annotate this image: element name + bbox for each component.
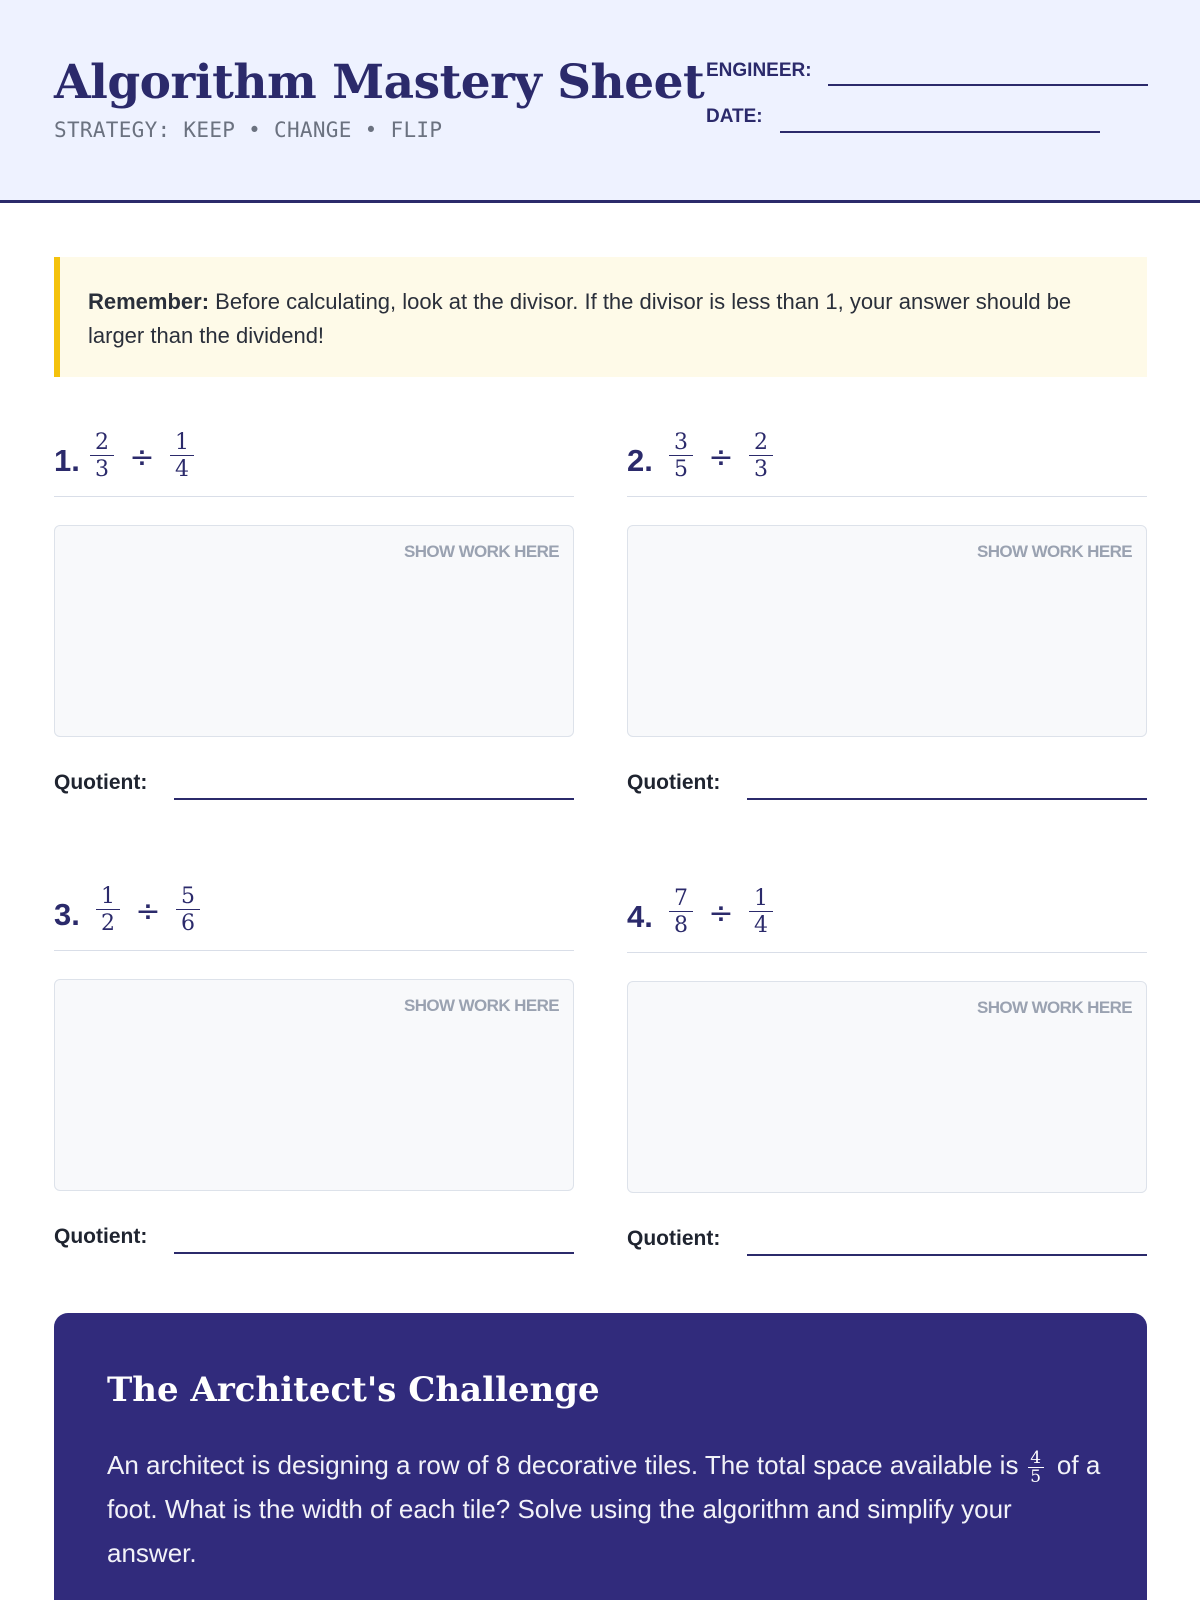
dividend-denominator: 5 (674, 457, 688, 482)
date-label: DATE: (706, 106, 763, 127)
remember-callout (54, 257, 1147, 377)
division-sign: ÷ (708, 440, 734, 475)
dividend-denominator: 8 (674, 913, 688, 938)
divisor-numerator: 2 (749, 429, 773, 456)
divisor-denominator: 3 (754, 457, 768, 482)
remember-text: Before calculating, look at the divisor. If the divisor is less than 1, your answer should be larger than the dividend! (88, 289, 1072, 348)
quotient-label: Quotient: (54, 1225, 148, 1248)
dividend-numerator: 7 (669, 885, 693, 912)
work-area[interactable] (627, 981, 1147, 1193)
work-area[interactable] (54, 525, 574, 737)
quotient-answer-field[interactable] (174, 1252, 574, 1254)
divisor-denominator: 6 (181, 911, 195, 936)
dividend-fraction (669, 429, 693, 483)
divisor-fraction (170, 429, 194, 483)
problem-header (54, 881, 574, 951)
divisor-numerator: 5 (176, 883, 200, 910)
dividend-numerator: 2 (90, 429, 114, 456)
dividend-fraction (669, 885, 693, 939)
quotient-answer-field[interactable] (747, 1254, 1147, 1256)
work-area[interactable] (627, 525, 1147, 737)
work-area-label: SHOW WORK HERE (404, 996, 559, 1015)
divisor-fraction (749, 429, 773, 483)
problem-header (627, 427, 1147, 497)
challenge-fraction (1028, 1449, 1044, 1486)
problem-number: 2. (627, 443, 653, 478)
date-field[interactable] (780, 131, 1100, 133)
division-sign: ÷ (135, 894, 161, 929)
problem-number: 1. (54, 443, 80, 478)
divisor-fraction (176, 883, 200, 937)
challenge-text (107, 1443, 1107, 1575)
quotient-answer-field[interactable] (174, 798, 574, 800)
engineer-field[interactable] (828, 84, 1148, 86)
problem-header (54, 427, 574, 497)
division-sign: ÷ (129, 440, 155, 475)
divisor-denominator: 4 (175, 457, 189, 482)
quotient-label: Quotient: (54, 771, 148, 794)
quotient-label: Quotient: (627, 771, 721, 794)
page-title: Algorithm Mastery Sheet (54, 55, 705, 110)
dividend-numerator: 3 (669, 429, 693, 456)
challenge-fraction-denominator: 5 (1030, 1466, 1042, 1487)
work-area-label: SHOW WORK HERE (977, 998, 1132, 1017)
divisor-denominator: 4 (754, 913, 768, 938)
challenge-text-start: An architect is designing a row of 8 decorative tiles. The total space available is (107, 1450, 1026, 1480)
dividend-numerator: 1 (96, 883, 120, 910)
quotient-answer-field[interactable] (747, 798, 1147, 800)
work-area-label: SHOW WORK HERE (404, 542, 559, 561)
division-sign: ÷ (708, 896, 734, 931)
remember-label: Remember: (88, 289, 210, 314)
divisor-numerator: 1 (170, 429, 194, 456)
engineer-label: ENGINEER: (706, 60, 812, 81)
page-subtitle: STRATEGY: KEEP • CHANGE • FLIP (54, 118, 443, 142)
challenge-text-end: of a foot. What is the width of each tile? Solve using the algorithm and simplify your answer. (107, 1450, 1101, 1568)
divisor-numerator: 1 (749, 885, 773, 912)
challenge-card (54, 1313, 1147, 1600)
divisor-fraction (749, 885, 773, 939)
worksheet-header (0, 0, 1200, 203)
dividend-fraction (96, 883, 120, 937)
dividend-denominator: 2 (101, 911, 115, 936)
challenge-title: The Architect's Challenge (107, 1370, 600, 1410)
problem-header (627, 883, 1147, 953)
problem-number: 3. (54, 897, 80, 932)
work-area[interactable] (54, 979, 574, 1191)
challenge-fraction-numerator: 4 (1028, 1449, 1044, 1468)
dividend-fraction (90, 429, 114, 483)
work-area-label: SHOW WORK HERE (977, 542, 1132, 561)
problem-number: 4. (627, 899, 653, 934)
quotient-label: Quotient: (627, 1227, 721, 1250)
dividend-denominator: 3 (95, 457, 109, 482)
